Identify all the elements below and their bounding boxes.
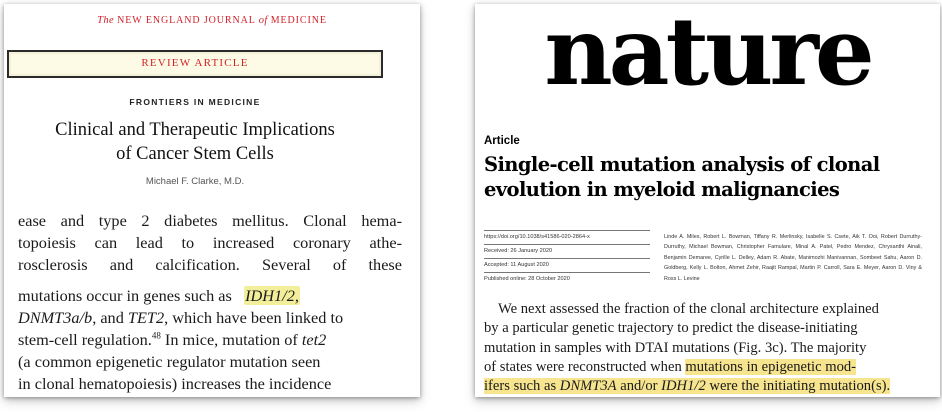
- gene-tet2-mouse: tet2: [301, 330, 327, 350]
- body-line-5: [18, 307, 402, 329]
- article-meta: [484, 230, 650, 286]
- gene-dnmt3a: DNMT3A: [559, 378, 617, 395]
- gene-dnmt3ab: DNMT3a/b: [18, 307, 93, 327]
- published-date: Published online: 28 October 2020: [484, 272, 650, 286]
- body-line-2: topoiesis can lead to increased coronary athe-: [18, 233, 402, 253]
- title-line-1: Single-cell mutation analysis of clonal: [484, 153, 880, 176]
- nejm-masthead: [4, 15, 420, 26]
- gene-tet2: TET2: [127, 307, 165, 327]
- nejm-author: Michael F. Clarke, M.D.: [145, 176, 245, 187]
- body-line-3: mutation in samples with DTAI mutations (Fig. 3c). The majority: [484, 339, 867, 356]
- body-line-3: rosclerosis and calcification. Several of these: [18, 255, 402, 275]
- body-line-5-text-a: , and: [92, 307, 128, 327]
- body-line-6: [18, 329, 402, 351]
- nature-article-card: [475, 4, 940, 397]
- masthead-medicine: MEDICINE: [270, 15, 327, 26]
- series-label: FRONTIERS IN MEDICINE: [129, 97, 261, 107]
- section-label-box: [7, 50, 383, 78]
- accepted-date: Accepted: 11 August 2020: [484, 258, 650, 272]
- highlight-text-c: were the initiating mutation(s).: [705, 378, 891, 395]
- body-line-1: ease and type 2 diabetes mellitus. Clonal hema-: [18, 211, 402, 230]
- nejm-article-title: [4, 118, 386, 166]
- highlight-idh12: IDH1/2,: [245, 285, 299, 305]
- doi-link[interactable]: https://doi.org/10.1038/s41586-020-2864-x: [484, 230, 650, 244]
- body-line-5-text-b: , which have been linked to: [164, 307, 344, 327]
- nature-article-title: [484, 152, 884, 202]
- received-date: Received: 26 January 2020: [484, 244, 650, 258]
- nejm-article-card: [4, 4, 420, 397]
- masthead-the: The: [97, 15, 115, 26]
- highlight-text-a: ifers such as: [484, 378, 560, 395]
- author-list: Linde A. Miles, Robert L. Bowman, Tiffany R. Merlinsky, Isabelle S. Csete, Aik T. Ooi, Robert Durruthy-Durruthy, Michael Bowman, Christopher Famulare, Minal A. Patel, Pedro Mendez, Chrysanthi Ainali, Benjamin Demaree, Cyrille L. Delley, Adam R. Abate, Manimozhi Manivannan, Sombeet Sahu, Aaron D. Goldberg, Kelly L. Bolton, Ahmet Zehir, Raajit Rampal, Martin P. Carroll, Sara E. Meyer, Aaron D. Viny & Ross L. Levine: [664, 234, 922, 282]
- title-line-1: Clinical and Therapeutic Implications: [55, 120, 335, 140]
- body-line-6-text-b: In mice, mutation of: [160, 330, 302, 350]
- title-line-2: evolution in myeloid malignancies: [484, 178, 840, 201]
- body-line-4-text: mutations occur in genes such as: [18, 285, 232, 305]
- gene-idh12: IDH1/2: [661, 378, 706, 395]
- body-line-4: [18, 285, 402, 307]
- body-line-4: [484, 358, 930, 377]
- body-line-7: (a common epigenetic regulator mutation seen: [18, 352, 321, 372]
- article-type-label: Article: [484, 135, 520, 147]
- section-label: REVIEW ARTICLE: [141, 57, 249, 69]
- masthead-of: of: [258, 15, 268, 26]
- body-line-4-text: of states were reconstructed when: [484, 358, 686, 375]
- body-line-8: in clonal hematopoiesis) increases the incidence: [18, 374, 332, 394]
- body-line-2: by a particular genetic trajectory to predict the disease-initiating: [484, 320, 858, 337]
- highlight-epigenetic: mutations in epigenetic mod-: [685, 358, 857, 375]
- nejm-body-text: [18, 210, 402, 396]
- highlight-line-5: [484, 378, 890, 394]
- nature-logo: nature: [544, 4, 871, 107]
- body-line-6-text-a: stem-cell regulation.: [18, 330, 152, 350]
- body-line-1: We next assessed the fraction of the clonal architecture explained: [498, 301, 879, 317]
- body-line-5: [484, 377, 930, 396]
- title-line-2: of Cancer Stem Cells: [116, 144, 274, 164]
- nature-body-text: [484, 300, 930, 396]
- highlight-text-b: and/or: [616, 378, 662, 395]
- citation-48: 48: [151, 330, 161, 341]
- masthead-journal: NEW ENGLAND JOURNAL: [117, 15, 256, 26]
